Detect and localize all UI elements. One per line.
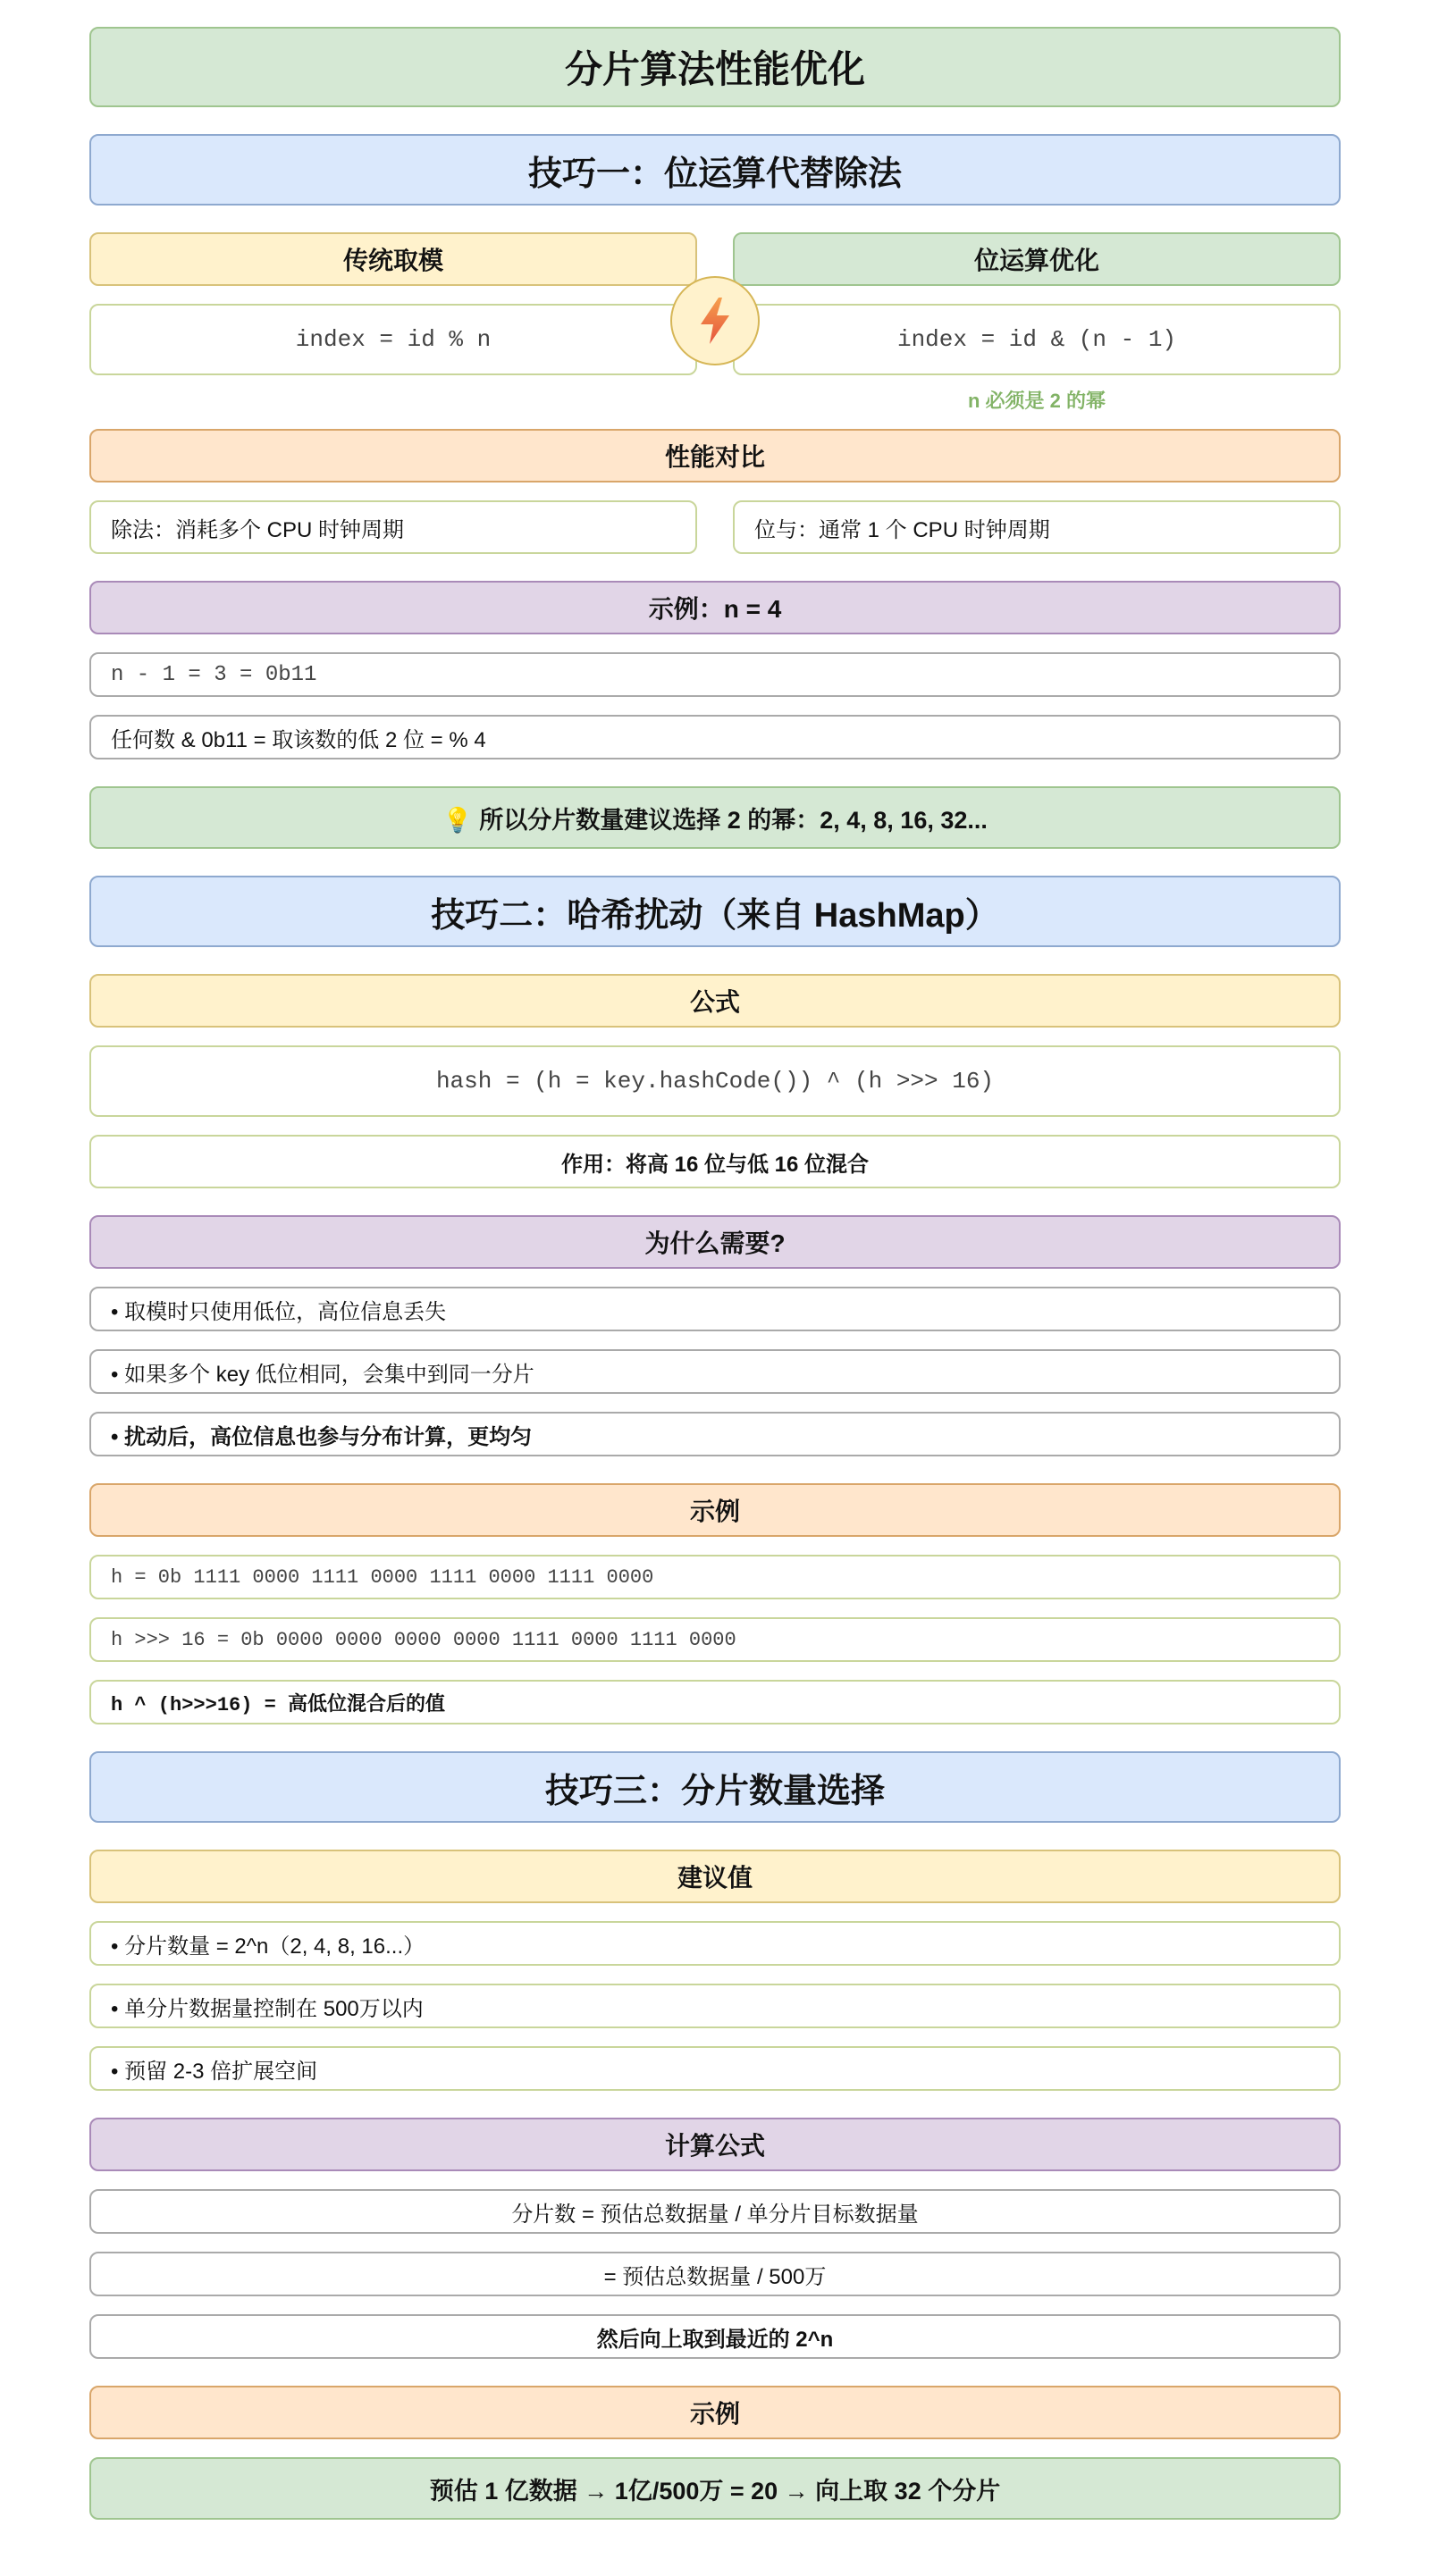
tip2-title: 技巧二：哈希扰动（来自 HashMap） <box>89 876 1341 947</box>
page-title: 分片算法性能优化 <box>89 27 1341 107</box>
tip2-why-item: • 如果多个 key 低位相同，会集中到同一分片 <box>89 1349 1341 1394</box>
tip2-why-item: • 扰动后，高位信息也参与分布计算，更均匀 <box>89 1412 1341 1456</box>
tip1-title: 技巧一：位运算代替除法 <box>89 134 1341 206</box>
bitand-cost: 位与：通常 1 个 CPU 时钟周期 <box>733 500 1341 554</box>
tip3-suggest-item: • 单分片数据量控制在 500万以内 <box>89 1984 1341 2028</box>
tip2-why-header: 为什么需要? <box>89 1215 1341 1269</box>
lightning-icon <box>670 276 760 365</box>
tip3-formula-line: 然后向上取到最近的 2^n <box>89 2314 1341 2359</box>
tip3-example: 预估 1 亿数据 → 1亿/500万 = 20 → 向上取 32 个分片 <box>89 2457 1341 2520</box>
tip3-formula-line: 分片数 = 预估总数据量 / 单分片目标数据量 <box>89 2189 1341 2234</box>
division-cost: 除法：消耗多个 CPU 时钟周期 <box>89 500 697 554</box>
tip3-example-header: 示例 <box>89 2386 1341 2439</box>
tip2-example-line: h ^ (h>>>16) = 高低位混合后的值 <box>89 1680 1341 1724</box>
traditional-code: index = id % n <box>89 304 697 375</box>
tip1-example-header: 示例：n = 4 <box>89 581 1341 634</box>
tip2-example-line: h = 0b 1111 0000 1111 0000 1111 0000 1111 0000 <box>89 1555 1341 1599</box>
tip3-suggest-item: • 预留 2-3 倍扩展空间 <box>89 2046 1341 2091</box>
tip2-why-item: • 取模时只使用低位，高位信息丢失 <box>89 1287 1341 1331</box>
tip3-title: 技巧三：分片数量选择 <box>89 1751 1341 1823</box>
tip2-example-line: h >>> 16 = 0b 0000 0000 0000 0000 1111 0000 1111 0000 <box>89 1617 1341 1662</box>
tip1-example-line1: n - 1 = 3 = 0b11 <box>89 652 1341 697</box>
bitwise-optimize-header: 位运算优化 <box>733 232 1341 286</box>
tip2-example-header: 示例 <box>89 1483 1341 1537</box>
tip2-formula-header: 公式 <box>89 974 1341 1028</box>
tip2-formula-code: hash = (h = key.hashCode()) ^ (h >>> 16) <box>89 1045 1341 1117</box>
traditional-modulo-header: 传统取模 <box>89 232 697 286</box>
tip3-suggest-header: 建议值 <box>89 1850 1341 1903</box>
tip3-suggest-item: • 分片数量 = 2^n（2, 4, 8, 16...） <box>89 1921 1341 1966</box>
tip2-effect: 作用：将高 16 位与低 16 位混合 <box>89 1135 1341 1188</box>
power-of-two-note: n 必须是 2 的幂 <box>967 390 1106 412</box>
tip1-conclusion: 💡 所以分片数量建议选择 2 的幂：2, 4, 8, 16, 32... <box>89 786 1341 849</box>
tip3-formula-line: = 预估总数据量 / 500万 <box>89 2252 1341 2296</box>
tip3-formula-header: 计算公式 <box>89 2118 1341 2171</box>
bitwise-code: index = id & (n - 1) <box>733 304 1341 375</box>
tip1-example-line2: 任何数 & 0b11 = 取该数的低 2 位 = % 4 <box>89 715 1341 759</box>
performance-compare-header: 性能对比 <box>89 429 1341 482</box>
